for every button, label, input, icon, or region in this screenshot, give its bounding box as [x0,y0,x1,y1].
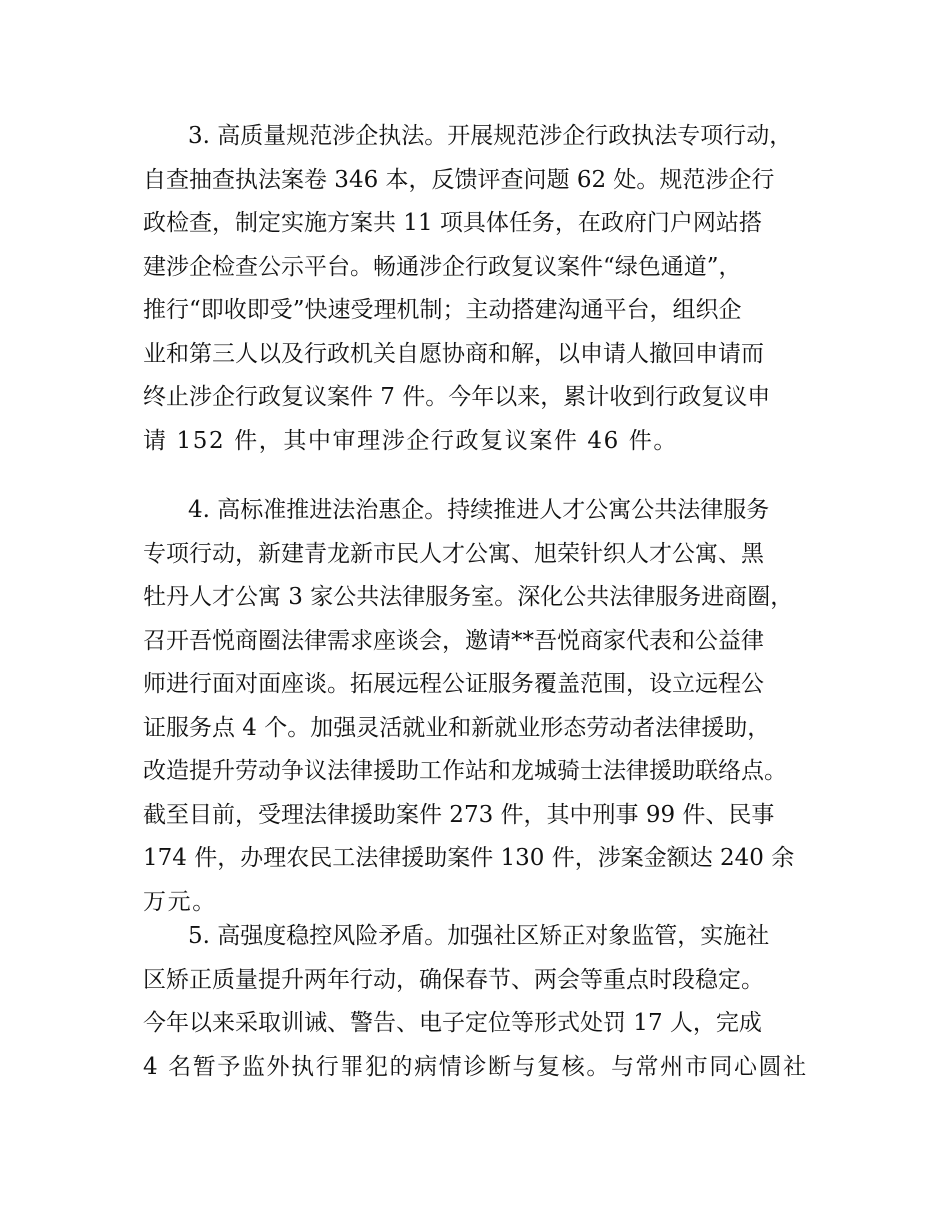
text-line: 牡丹人才公寓 3 家公共法律服务室。深化公共法律服务进商圈， [143,584,794,610]
text-line: 专项行动，新建青龙新市民人才公寓、旭荣针织人才公寓、黑 [143,540,764,567]
paragraph-item-5 [143,915,813,1089]
text-line: 请 152 件，其中审理涉企行政复议案件 46 件。 [143,427,679,454]
text-line: 召开吾悦商圈法律需求座谈会，邀请**吾悦商家代表和公益律 [143,627,764,654]
text-line: 证服务点 4 个。加强灵活就业和新就业形态劳动者法律援助， [143,714,771,741]
text-line: 3. 高质量规范涉企执法。开展规范涉企行政执法专项行动， [188,123,793,149]
text-line: 建涉企检查公示平台。畅通涉企行政复议案件“绿色通道”， [143,253,742,280]
text-line: 5. 高强度稳控风险矛盾。加强社区矫正对象监管，实施社 [188,923,770,949]
text-line: 师进行面对面座谈。拓展远程公证服务覆盖范围，设立远程公 [143,671,764,697]
text-line: 自查抽查执法案卷 346 本，反馈评查问题 62 处。规范涉企行 [143,166,775,193]
text-line: 业和第三人以及行政机关自愿协商和解，以申请人撤回申请而 [143,340,764,367]
text-line: 万元。 [143,888,217,915]
paragraph-item-3 [143,115,813,463]
text-line: 4 名暂予监外执行罪犯的病情诊断与复核。与常州市同心圆社 [143,1053,808,1080]
text-line: 改造提升劳动争议法律援助工作站和龙城骑士法律援助联络点。 [143,758,787,784]
text-line: 终止涉企行政复议案件 7 件。今年以来，累计收到行政复议申 [143,384,771,410]
text-line: 今年以来采取训诫、警告、电子定位等形式处罚 17 人，完成 [143,1010,762,1036]
paragraph-item-4 [143,489,813,924]
text-line: 4. 高标准推进法治惠企。持续推进人才公寓公共法律服务 [188,497,770,523]
text-line: 区矫正质量提升两年行动，确保春节、两会等重点时段稳定。 [143,966,764,993]
text-line: 截至目前，受理法律援助案件 273 件，其中刑事 99 件、民事 [143,801,775,828]
text-line: 推行“即收即受”快速受理机制；主动搭建沟通平台，组织企 [143,297,742,323]
text-line: 政检查，制定实施方案共 11 项具体任务，在政府门户网站搭 [143,210,762,236]
text-line: 174 件，办理农民工法律援助案件 130 件，涉案金额达 240 余 [143,845,795,871]
